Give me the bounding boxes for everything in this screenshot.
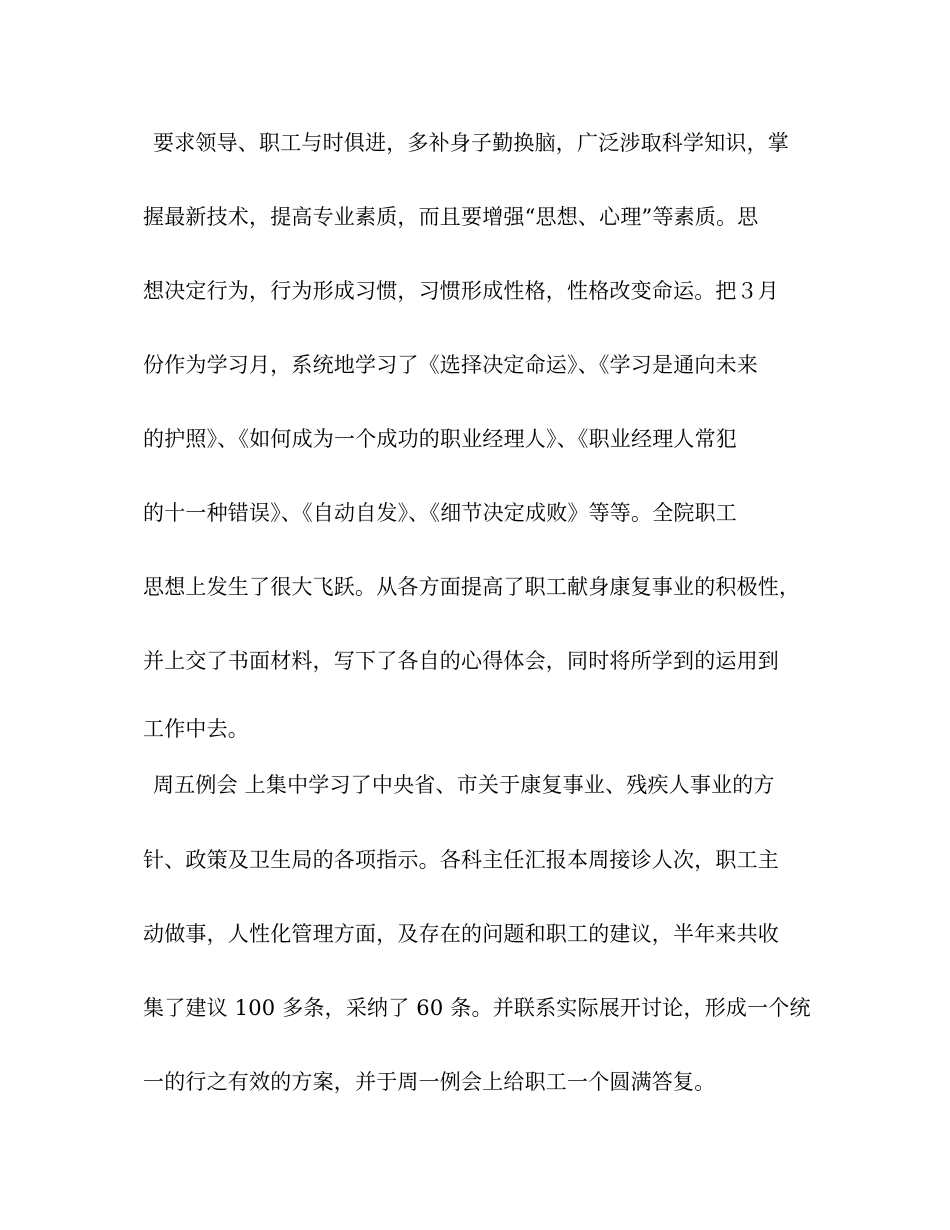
text-line: 份作为学习月，系统地学习了《选择决定命运》、《学习是通向未来 <box>143 353 758 377</box>
text-line: 的护照》、《如何成为一个成功的职业经理人》、《职业经理人常犯 <box>143 427 737 451</box>
text-line: 动做事，人性化管理方面，及存在的问题和职工的建议，半年来共收 <box>143 922 779 946</box>
text-line: 一的行之有效的方案，并于周一例会上给职工一个圆满答复。 <box>143 1070 716 1094</box>
text-line: 的十一种错误》、《自动自发》、《细节决定成败》等等。全院职工 <box>143 501 737 525</box>
text-line: 集了建议 100 多条，采纳了 60 条。并联系实际展开讨论，形成一个统 <box>143 996 811 1020</box>
text-line: 针、政策及卫生局的各项指示。各科主任汇报本周接诊人次，职工主 <box>143 848 779 872</box>
text-line: 思想上发生了很大飞跃。从各方面提高了职工献身康复事业的积极性， <box>143 575 801 599</box>
text-line: 想决定行为，行为形成习惯，习惯形成性格，性格改变命运。把３月 <box>143 279 779 303</box>
text-line: 工作中去。 <box>143 717 249 741</box>
text-line: 要求领导、职工与时俱进，多补身子勤换脑，广泛涉取科学知识，掌 <box>153 131 789 155</box>
text-line: 并上交了书面材料，写下了各自的心得体会，同时将所学到的运用到 <box>143 649 779 673</box>
text-line: 握最新技术，提高专业素质，而且要增强“思想、心理”等素质。思 <box>143 205 759 229</box>
text-line: 周五例会 上集中学习了中央省、市关于康复事业、残疾人事业的方 <box>153 773 775 797</box>
